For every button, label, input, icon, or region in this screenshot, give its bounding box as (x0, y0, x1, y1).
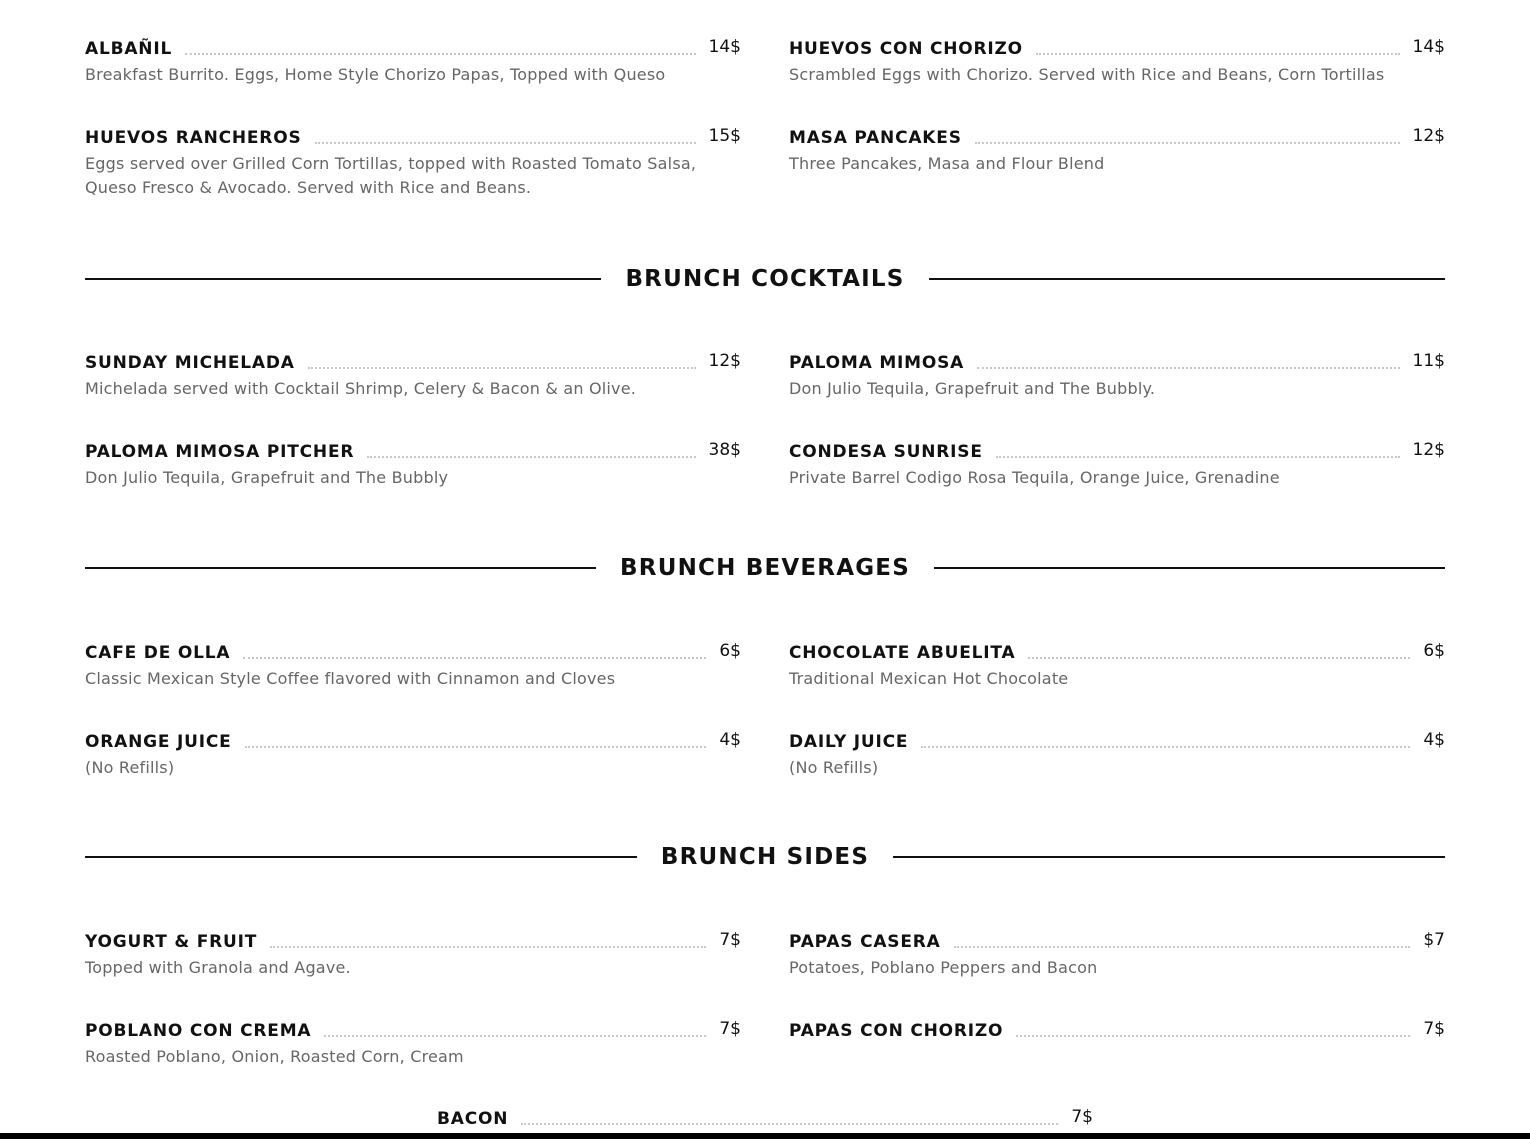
item-price: 12$ (1412, 440, 1445, 460)
dot-leader (270, 946, 706, 948)
item-description: Scrambled Eggs with Chorizo. Served with Rice and Beans, Corn Tortillas (789, 65, 1385, 84)
item-description: Topped with Granola and Agave. (85, 958, 351, 977)
menu-item (85, 637, 741, 691)
item-description: Eggs served over Grilled Corn Tortillas, topped with Roasted Tomato Salsa, Queso Fresco & Avocado. Served with Rice and Beans. (85, 154, 697, 197)
item-description: (No Refills) (85, 758, 175, 777)
item-name: HUEVOS CON CHORIZO (789, 39, 1023, 59)
item-price: 7$ (1071, 1107, 1093, 1127)
item-description: Potatoes, Poblano Peppers and Bacon (789, 958, 1098, 977)
section-header-beverages (85, 555, 1445, 581)
menu-item (85, 122, 741, 200)
item-name: HUEVOS RANCHEROS (85, 128, 302, 148)
item-name: POBLANO CON CREMA (85, 1021, 312, 1041)
menu-item (85, 33, 741, 87)
dot-leader (1028, 657, 1410, 659)
item-price: 12$ (1412, 126, 1445, 146)
menu-item (789, 726, 1445, 780)
divider-line (85, 278, 601, 280)
item-price: 4$ (719, 730, 741, 750)
item-name: PAPAS CASERA (789, 932, 941, 952)
item-description: Three Pancakes, Masa and Flour Blend (789, 154, 1105, 173)
item-description: Don Julio Tequila, Grapefruit and The Bubbly. (789, 379, 1156, 398)
dot-leader (921, 746, 1410, 748)
item-name: CAFE DE OLLA (85, 643, 231, 663)
menu-item (789, 347, 1445, 401)
item-name: MASA PANCAKES (789, 128, 962, 148)
divider-line (85, 567, 596, 569)
page-bottom-border (0, 1133, 1530, 1139)
menu-item (789, 436, 1445, 490)
item-name: SUNDAY MICHELADA (85, 353, 295, 373)
item-name: CONDESA SUNRISE (789, 442, 983, 462)
item-description: Roasted Poblano, Onion, Roasted Corn, Cream (85, 1047, 464, 1066)
dot-leader (1016, 1035, 1410, 1037)
item-description: Don Julio Tequila, Grapefruit and The Bubbly (85, 468, 449, 487)
divider-line (85, 856, 637, 858)
item-price: $7 (1423, 930, 1445, 950)
item-name: ORANGE JUICE (85, 732, 232, 752)
menu-item (85, 1015, 741, 1069)
menu-item (85, 726, 741, 780)
divider-line (934, 567, 1445, 569)
section-title: BRUNCH SIDES (660, 844, 870, 870)
menu-item (85, 926, 741, 980)
item-description: (No Refills) (789, 758, 879, 777)
item-description: Michelada served with Cocktail Shrimp, Celery & Bacon & an Olive. (85, 379, 637, 398)
dot-leader (975, 142, 1400, 144)
menu-item (789, 1015, 1445, 1041)
item-price: 6$ (719, 641, 741, 661)
dot-leader (324, 1035, 706, 1037)
dot-leader (308, 367, 696, 369)
dot-leader (315, 142, 696, 144)
menu-item (85, 347, 741, 401)
dot-leader (954, 946, 1411, 948)
item-name: DAILY JUICE (789, 732, 909, 752)
menu-item (789, 33, 1445, 87)
item-name: PALOMA MIMOSA PITCHER (85, 442, 355, 462)
dot-leader (185, 53, 695, 55)
menu-item (437, 1103, 1093, 1129)
item-description: Classic Mexican Style Coffee flavored with Cinnamon and Cloves (85, 669, 616, 688)
item-price: 7$ (1423, 1019, 1445, 1039)
section-header-sides (85, 844, 1445, 870)
item-price: 11$ (1412, 351, 1445, 371)
divider-line (893, 856, 1445, 858)
menu-item (789, 122, 1445, 176)
dot-leader (1036, 53, 1400, 55)
item-name: PAPAS CON CHORIZO (789, 1021, 1004, 1041)
item-price: 6$ (1423, 641, 1445, 661)
item-description: Traditional Mexican Hot Chocolate (789, 669, 1069, 688)
dot-leader (243, 657, 706, 659)
item-name: YOGURT & FRUIT (85, 932, 258, 952)
dot-leader (367, 456, 695, 458)
item-description: Breakfast Burrito. Eggs, Home Style Chorizo Papas, Topped with Queso (85, 65, 666, 84)
item-name: CHOCOLATE ABUELITA (789, 643, 1016, 663)
item-price: 14$ (708, 37, 741, 57)
section-title: BRUNCH BEVERAGES (620, 555, 910, 581)
dot-leader (977, 367, 1399, 369)
divider-line (929, 278, 1445, 280)
item-price: 7$ (719, 930, 741, 950)
item-description: Private Barrel Codigo Rosa Tequila, Orange Juice, Grenadine (789, 468, 1280, 487)
item-price: 38$ (708, 440, 741, 460)
item-name: ALBAÑIL (85, 39, 173, 59)
item-price: 4$ (1423, 730, 1445, 750)
item-name: PALOMA MIMOSA (789, 353, 965, 373)
dot-leader (996, 456, 1400, 458)
menu-item (789, 637, 1445, 691)
item-price: 15$ (708, 126, 741, 146)
menu-item (85, 436, 741, 490)
item-price: 14$ (1412, 37, 1445, 57)
item-name: BACON (437, 1109, 509, 1129)
item-price: 7$ (719, 1019, 741, 1039)
section-header-cocktails (85, 266, 1445, 292)
dot-leader (245, 746, 707, 748)
dot-leader (521, 1123, 1058, 1125)
item-price: 12$ (708, 351, 741, 371)
section-title: BRUNCH COCKTAILS (625, 266, 905, 292)
menu-item (789, 926, 1445, 980)
